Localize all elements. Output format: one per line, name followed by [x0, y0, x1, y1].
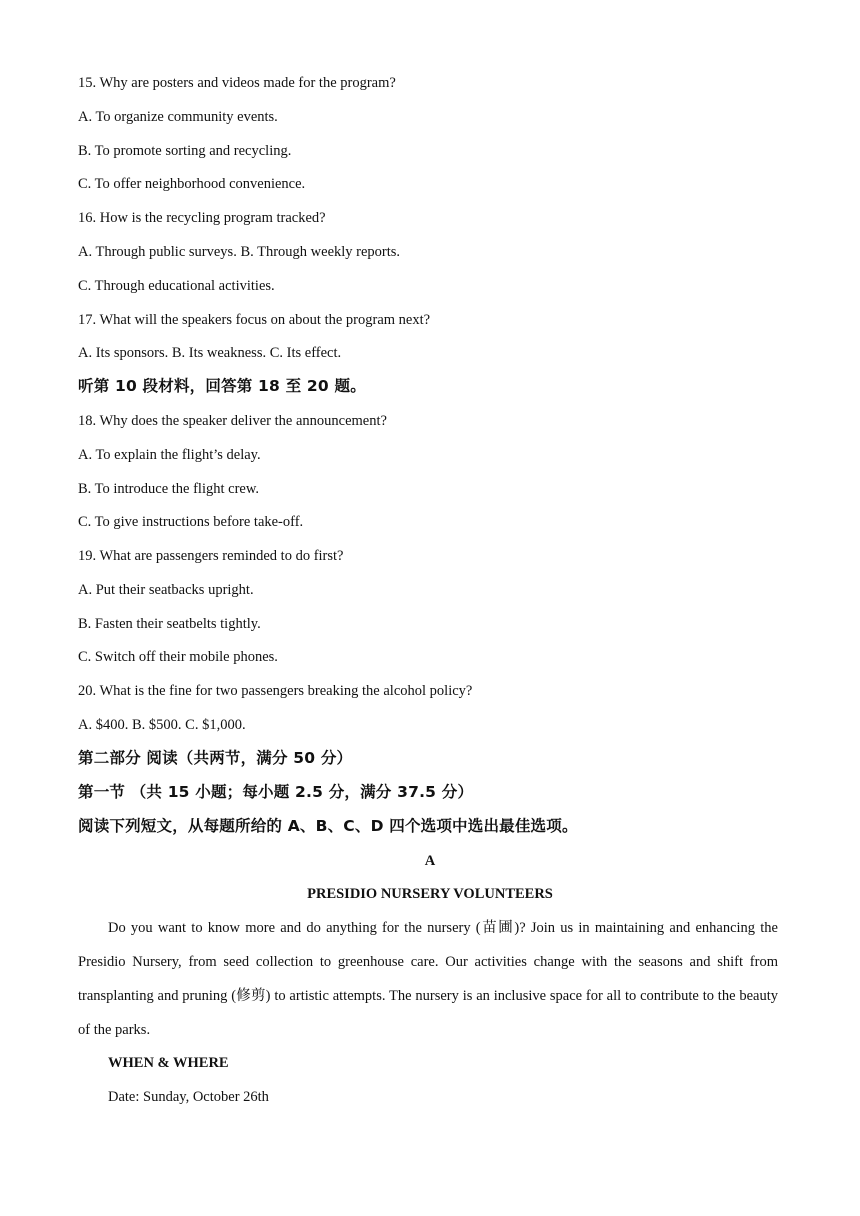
when-where-heading: WHEN & WHERE: [108, 1055, 229, 1071]
event-date: Date: Sunday, October 26th: [108, 1089, 269, 1105]
question-16-option-c: C. Through educational activities.: [78, 278, 275, 294]
question-17-stem: 17. What will the speakers focus on about the program next?: [78, 312, 431, 328]
section-10-heading: 听第 10 段材料，回答第 18 至 20 题。: [78, 377, 366, 395]
reading-instruction: 阅读下列短文，从每题所给的 A、B、C、D 四个选项中选出最佳选项。: [78, 817, 578, 835]
question-20-options: A. $400. B. $500. C. $1,000.: [78, 717, 246, 733]
question-18-option-a: A. To explain the flight’s delay.: [78, 447, 261, 463]
part-2-heading: 第二部分 阅读（共两节，满分 50 分）: [78, 749, 353, 767]
question-18-stem: 18. Why does the speaker deliver the announcement?: [78, 413, 387, 429]
question-15-option-b: B. To promote sorting and recycling.: [78, 143, 292, 159]
section-1-heading: 第一节 （共 15 小题；每小题 2.5 分，满分 37.5 分）: [78, 783, 474, 801]
question-20-stem: 20. What is the fine for two passengers breaking the alcohol policy?: [78, 683, 473, 699]
passage-paragraph: Do you want to know more and do anything for the nursery (苗圃)? Join us in maintaining and enhancing the Presidio Nursery, from seed collection to greenhouse care. Our activities change with the seasons and shift from transplanting and pruning (修剪) to artistic attempts. The nursery is an inclusive space for all to contribute to the beauty of the parks.: [78, 920, 778, 1038]
question-16-stem: 16. How is the recycling program tracked?: [78, 210, 326, 226]
question-16-options-ab: A. Through public surveys. B. Through weekly reports.: [78, 244, 401, 260]
question-19-option-b: B. Fasten their seatbelts tightly.: [78, 616, 261, 632]
passage-letter: A: [424, 853, 436, 869]
question-15-option-c: C. To offer neighborhood convenience.: [78, 176, 306, 192]
question-15-option-a: A. To organize community events.: [78, 109, 278, 125]
passage-title: PRESIDIO NURSERY VOLUNTEERS: [307, 886, 553, 902]
question-19-option-a: A. Put their seatbacks upright.: [78, 582, 254, 598]
question-18-option-b: B. To introduce the flight crew.: [78, 481, 259, 497]
question-17-options: A. Its sponsors. B. Its weakness. C. Its effect.: [78, 345, 342, 361]
question-19-stem: 19. What are passengers reminded to do first?: [78, 548, 344, 564]
question-19-option-c: C. Switch off their mobile phones.: [78, 649, 278, 665]
question-15-stem: 15. Why are posters and videos made for the program?: [78, 75, 396, 91]
question-18-option-c: C. To give instructions before take-off.: [78, 514, 304, 530]
